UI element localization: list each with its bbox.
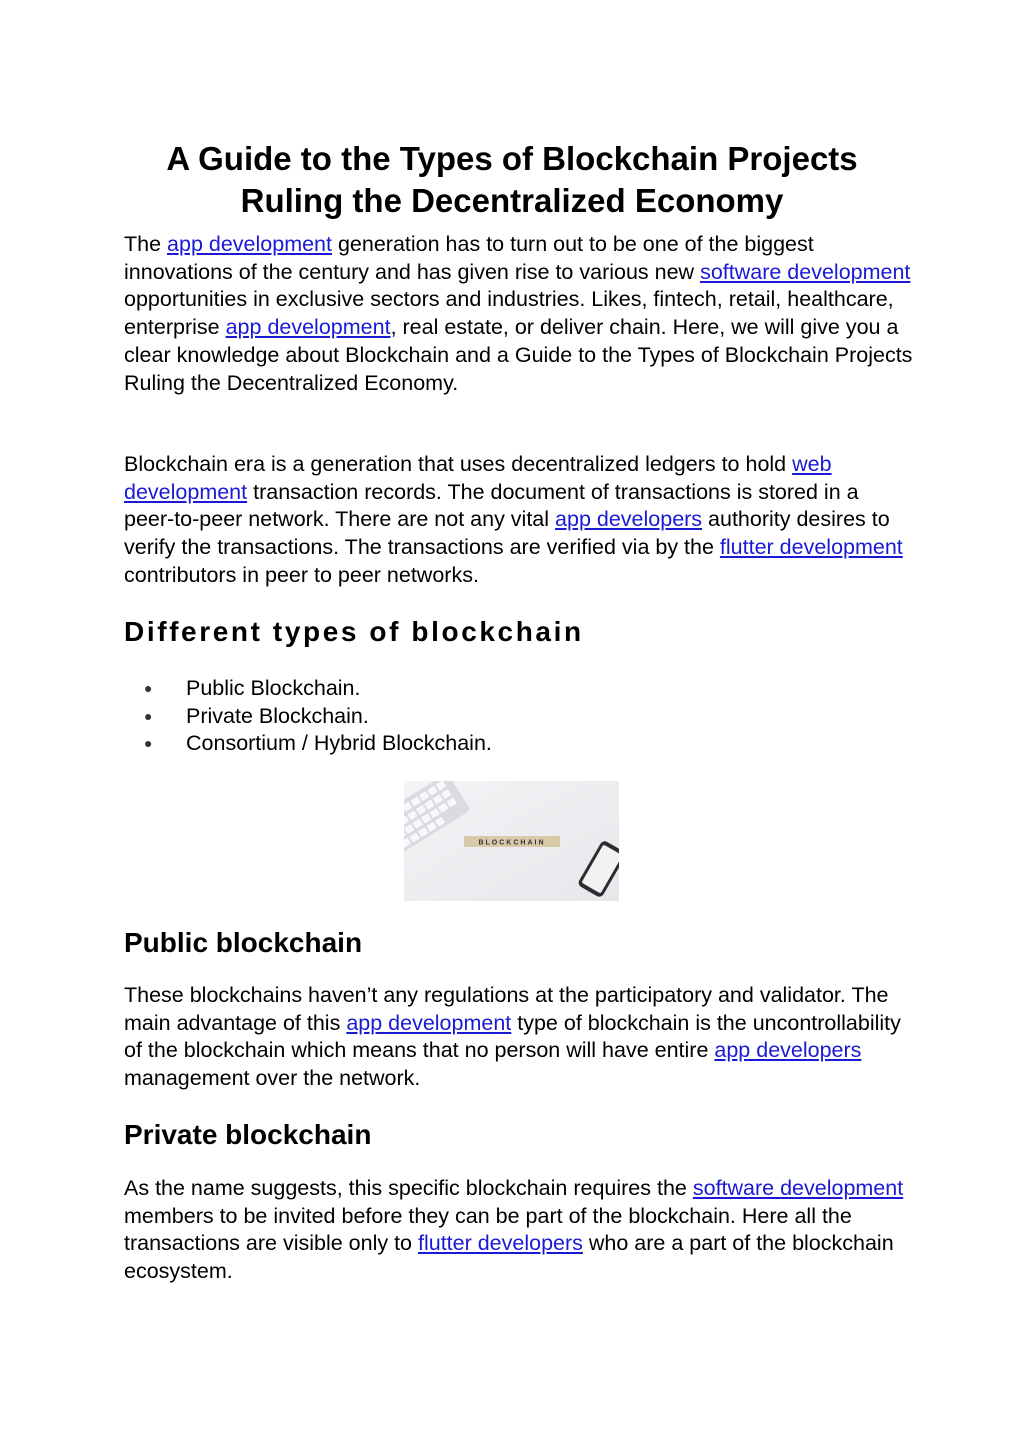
blockchain-types-list <box>124 675 824 758</box>
era-text-1: Blockchain era is a generation that uses decentralized ledgers to hold <box>124 452 793 476</box>
private-text-3: who are a part of the blockchain ecosystem. <box>124 1231 894 1284</box>
era-text-2: transaction records. The document of transactions is stored in a peer-to-peer network. There are not any vital <box>124 479 859 532</box>
link-web-development[interactable]: web development <box>124 452 832 504</box>
list-item <box>124 703 824 731</box>
intro-text-3: opportunities in exclusive sectors and industries. Likes, fintech, retail, healthcare, enterprise <box>124 287 894 340</box>
public-blockchain-paragraph <box>124 982 914 1093</box>
private-blockchain-heading: Private blockchain <box>124 1119 372 1150</box>
letter-tiles <box>464 836 560 847</box>
intro-text-2: generation has to turn out to be one of the biggest innovations of the century and has given rise to various new <box>124 232 814 284</box>
link-software-development-1[interactable]: software development <box>700 259 911 284</box>
list-item-label: Consortium / Hybrid Blockchain. <box>186 731 492 755</box>
link-app-developers-2[interactable]: app developers <box>714 1038 862 1063</box>
link-app-development-1[interactable]: app development <box>167 232 332 256</box>
era-text-4: contributors in peer to peer networks. <box>124 562 479 587</box>
link-flutter-developers[interactable]: flutter developers <box>417 1231 583 1256</box>
intro-paragraph <box>124 231 914 397</box>
intro-text-4: , real estate, or deliver chain. Here, we will give you a clear knowledge about Blockchain and a Guide to the Types of Blockchain Projects Ruling the Decentralized Economy. <box>124 315 913 395</box>
page-title <box>110 138 914 222</box>
private-text-1: As the name suggests, this specific blockchain requires the <box>124 1176 693 1200</box>
private-blockchain-paragraph <box>124 1175 914 1286</box>
blockchain-era-paragraph <box>124 451 914 590</box>
link-app-developers-1[interactable]: app developers <box>555 507 703 532</box>
public-text-2: type of blockchain is the uncontrollability of the blockchain which means that no person will have entire <box>124 1010 901 1063</box>
list-item <box>124 675 824 703</box>
blockchain-photo <box>404 781 619 901</box>
bullet-icon: ● <box>144 707 153 724</box>
list-item-label: Private Blockchain. <box>186 703 369 728</box>
public-text-3: management over the network. <box>124 1066 421 1091</box>
bullet-icon: ● <box>144 735 153 751</box>
public-blockchain-heading: Public blockchain <box>124 927 363 958</box>
intro-text-1: The <box>124 232 168 256</box>
list-item-label: Public Blockchain. <box>186 676 361 700</box>
bullet-icon: ● <box>144 680 153 696</box>
title-line-2: Ruling the Decentralized Economy <box>240 182 784 219</box>
list-item <box>124 730 824 758</box>
era-text-3: authority desires to verify the transactions. The transactions are verified via by the <box>124 507 890 560</box>
link-flutter-development[interactable]: flutter development <box>719 535 903 560</box>
private-text-2: members to be invited before they can be part of the blockchain. Here all the transactions are visible only to <box>124 1203 852 1256</box>
svg-text:BLOCKCHAIN: BLOCKCHAIN <box>478 839 546 847</box>
public-text-1: These blockchains haven’t any regulations at the participatory and validator. The main advantage of this <box>124 983 889 1035</box>
link-app-development-2[interactable]: app development <box>225 315 391 340</box>
title-line-1: A Guide to the Types of Blockchain Projects <box>166 140 858 177</box>
types-heading: Different types of blockchain <box>124 616 584 647</box>
link-software-development-2[interactable]: software development <box>692 1176 904 1200</box>
link-app-development-3[interactable]: app development <box>346 1010 512 1035</box>
